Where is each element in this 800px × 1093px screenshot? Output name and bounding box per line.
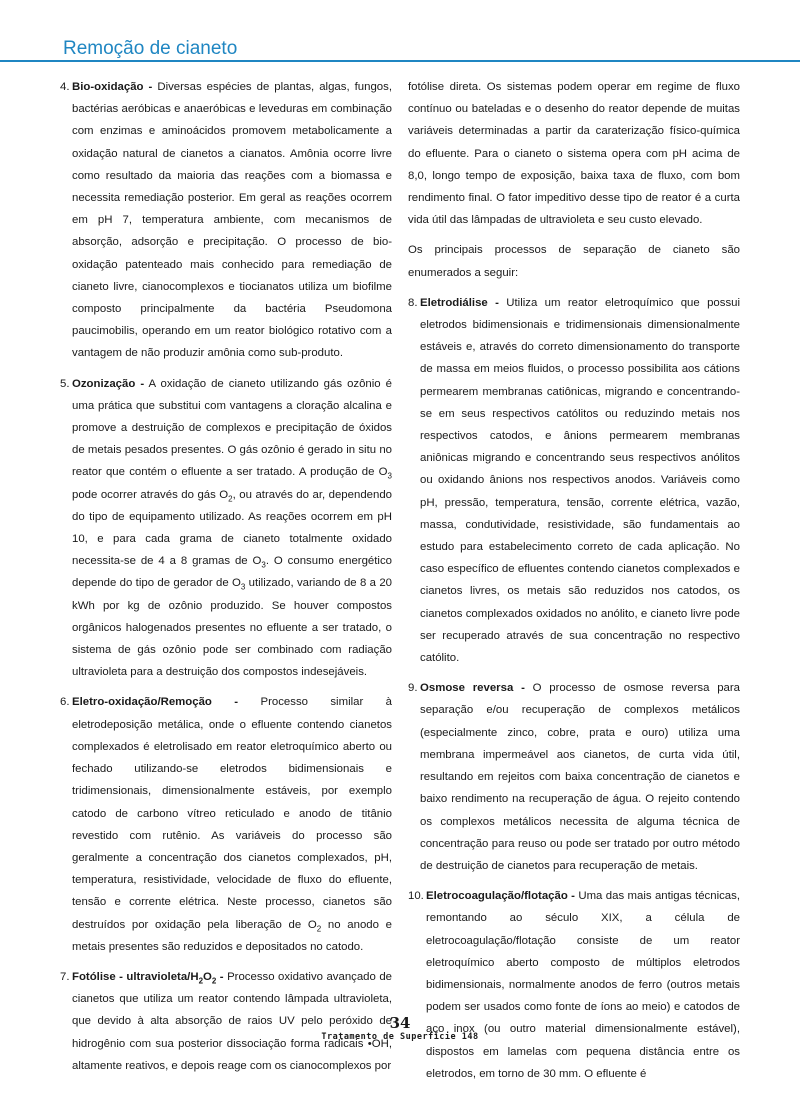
subscript: 3 — [261, 560, 266, 570]
subscript: 2 — [198, 976, 204, 986]
item-term: Eletrodiálise - — [420, 296, 499, 309]
item-number: 9. — [408, 682, 418, 695]
item-text: Diversas espécies de plantas, algas, fungos, bactérias aeróbicas e anaeróbicas e leveduras em combinação com enzimas e aminoácidos promovem metabolicamente a oxidação natural de cianetos a cianatos. Amônia ocorre livre como resultado da maioria das reações com a biomassa e necessita remediação posterior. Em geral as reações ocorrem em pH 7, temperatura ambiente, com mecanismos de absorção, adsorção e precipitação. O processo de bio-oxidação patenteado mais conhecido para remediação de cianeto livre, cianocomplexos e tiocianatos utiliza um biofilme composto principalmente da bactéria Pseudomona paucimobilis, operando em um reator biológico rotativo com a vantagem de não produzir amônia como sub-produto. — [72, 81, 392, 360]
item-term — [72, 970, 224, 986]
item-text: . O consumo energético depende do tipo de gerador de O — [72, 555, 392, 590]
header-rule — [0, 60, 800, 62]
item-term: Osmose reversa - — [420, 682, 525, 695]
item-text: Processo similar à eletrodeposição metálica, onde o efluente contendo cianetos complexados é eletrolisado em reator eletroquímico aberto ou fechado utilizando-se eletrodos bidimensionais e tridimensionais, dimensionalmente estáveis, por exemplo catodo de carbono vítreo reticulado e anodo de titânio revestido com rutênio. As variáveis do processo são geralmente a concentração dos cianetos complexados, pH, temperatura, resistividade, velocidade de fluxo do efluente, tensão e corrente elétrica. Neste processo, cianetos são destruídos por oxidação pela liberação de O — [72, 696, 392, 931]
continued-paragraph: fotólise direta. Os sistemas podem operar em regime de fluxo contínuo ou bateladas e o desenho do reator depende de muitas variáveis determinadas a partir da caraterização físico-química do efluente. Para o cianeto o sistema opera com pH acima de 8,0, longo tempo de exposição, baixa taxa de fluxo, com bom rendimento final. O fator impeditivo desse tipo de reator é a curta vida útil das lâmpadas de ultravioleta e seu custo elevado. — [408, 81, 740, 227]
item-text: O processo de osmose reversa para separação e/ou recuperação de complexos metálicos (especialmente zinco, cobre, prata e ouro) utiliza uma membrana impermeável aos cianetos, de curta vida útil, resultando em rejeitos com baixa concentração de cianetos e baixo rendimento na recuperação de água. O rejeito contendo os complexos metálicos necessita de alguma técnica de concentração para reuso ou pode ser tratado por outro método de destruição de cianetos para recuperação de metais. — [420, 682, 740, 872]
magazine-name: Tratamento de Superfície 148 — [321, 1032, 479, 1042]
item-number: 8. — [408, 296, 418, 309]
term-part: - — [216, 970, 224, 983]
item-text: A oxidação de cianeto utilizando gás ozônio é uma prática que substitui com vantagens a cloração alcalina e promove a destruição de complexos e precipitação de óxidos de metais pesados presentes. O gás ozônio é gerado in situ no reator que contém o efluente a ser tratado. A produção de O — [72, 377, 392, 479]
item-text: , ou através do ar, dependendo do tipo de equipamento utilizado. As reações ocorrem em pH 10, e para cada grama de cianeto totalmente oxidado necessita-se de 4 a 8 gramas de O — [72, 488, 392, 568]
item-number: 6. — [60, 696, 70, 709]
item-text: Utiliza um reator eletroquímico que possui eletrodos bidimensionais e tridimensionais dimensionalmente estáveis e, através do correto dimensionamento do transporte de massa em meios fluidos, o processo possibilita aos cátions permearem membranas catiônicas, migrando e concentrando-se em seus respectivos católitos ou reduzindo metais nos respectivos catodos, e ânions permearem membranas aniônicas migrando e concentrando seus respectivos anólitos ou oxidando ânions nos respectivos anodos. Variáveis como pH, pressão, temperatura, tensão, corrente elétrica, vazão, massa, condutividade, resistividade, são fundamentais ao estudo para estabelecimento correto de cada aplicação. No caso específico de efluentes contendo cianetos complexados e cianetos livres, os metais são reduzidos nos catodos, os cianetos complexados oxidados no anólito, e cianeto livre pode ser recuperado através de sua concentração no respectivo católito. — [420, 296, 740, 665]
list-item-9 — [408, 677, 740, 877]
left-column — [60, 76, 392, 1085]
subscript: 3 — [240, 582, 246, 592]
item-term: Eletro-oxidação/Remoção - — [72, 696, 239, 709]
item-number: 5. — [60, 377, 70, 390]
page-number: 34 — [389, 1014, 411, 1032]
item-term: Eletrocoagulação/flotação - — [426, 890, 575, 903]
list-item-10 — [408, 885, 740, 1085]
item-text: pode ocorrer através do gás O — [72, 488, 229, 501]
item-number: 7. — [60, 970, 70, 983]
list-item-6 — [60, 691, 392, 957]
subscript: 2 — [211, 976, 217, 986]
item-text: utilizado, variando de 8 a 20 kWh por kg de ozônio produzido. Se houver compostos orgânicos halogenados presentes no efluente a ser tratado, o sistema de gás ozônio pode ser combinado com radiação ultravioleta para a destruição dos compostos indesejáveis. — [72, 577, 392, 679]
section-title: Remoção de cianeto — [63, 38, 238, 59]
intro-paragraph: Os principais processos de separação de cianeto são enumerados a seguir: — [408, 244, 740, 279]
subscript: 2 — [228, 493, 233, 503]
item-text: no anodo e metais presentes são reduzidos e depositados no catodo. — [72, 918, 392, 953]
item-term: Bio-oxidação - — [72, 81, 153, 93]
list-item-8 — [408, 292, 740, 669]
subscript: 3 — [387, 471, 392, 481]
item-number: 4. — [60, 81, 70, 93]
list-item-4 — [60, 76, 392, 365]
page-header — [0, 0, 800, 62]
item-text: Processo oxidativo avançado de cianetos que utiliza um reator contendo lâmpada ultravioleta, que devido à alta absorção de raios UV pelo peróxido de hidrogênio com sua posterior dissociação forma radicais •OH, altamente reativos, e depois reage com os cianocomplexos por — [72, 970, 392, 1072]
term-part: Fotólise - ultravioleta/H — [72, 970, 199, 983]
item-text: Uma das mais antigas técnicas, remontando ao século XIX, a célula de eletrocoagulação/flotação consiste de um reator eletroquímico aberto composto de múltiplos eletrodos bidimensionais, normalmente anodos de ferro (outros metais podem ser usados como fonte de íons ao meio) e catodos de aço inox (ou outro material dimensionalmente estável), dispostos em lamelas com pequena distância entre os eletrodos, em torno de 30 mm. O efluente é — [426, 890, 741, 1080]
item-term: Ozonização - — [72, 377, 145, 390]
subscript: 2 — [316, 923, 322, 933]
list-item-5 — [60, 373, 392, 684]
right-column — [408, 76, 740, 1093]
term-part: O — [203, 970, 212, 983]
item-number: 10. — [408, 890, 424, 903]
